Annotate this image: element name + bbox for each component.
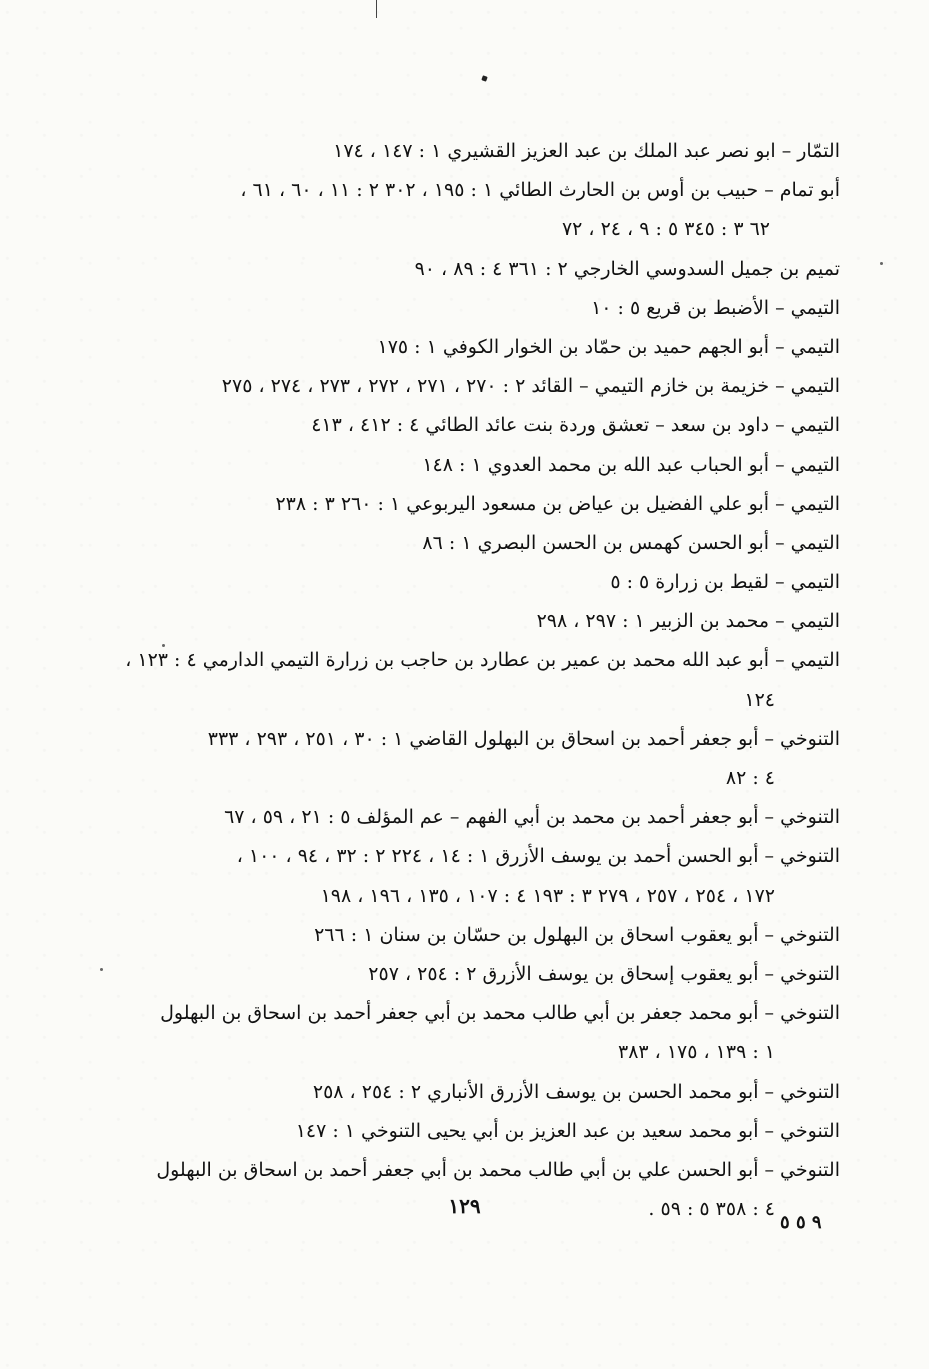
index-line-continuation: ٤ : ٣٥٨ ٥ : ٥٩ .: [648, 1198, 775, 1221]
index-line: التيمي – خزيمة بن خازم التيمي – القائد ٢ : ٢٧٠ ، ٢٧١ ، ٢٧٢ ، ٢٧٣ ، ٢٧٤ ، ٢٧٥: [221, 375, 840, 398]
index-line: التيمي – لقيط بن زرارة ٥ : ٥: [610, 571, 840, 594]
index-line: التنوخي – أبو جعفر أحمد بن محمد بن أبي الفهم – عم المؤلف ٥ : ٢١ ، ٥٩ ، ٦٧: [224, 806, 840, 829]
index-line: التنوخي – أبو يعقوب إسحاق بن يوسف الأزرق ٢ : ٢٥٤ ، ٢٥٧: [368, 962, 840, 985]
index-line: التنوخي – أبو الحسن أحمد بن يوسف الأزرق ١ : ١٤ ، ٢٢٤ ٢ : ٣٢ ، ٩٤ ، ١٠٠ ،: [236, 845, 840, 868]
index-line: التنوخي – أبو جعفر أحمد بن اسحاق بن البهلول القاضي ١ : ٣٠ ، ٢٥١ ، ٢٩٣ ، ٣٣٣: [207, 727, 840, 750]
page-number: ١٢٩: [448, 1194, 481, 1218]
index-line: أبو تمام – حبيب بن أوس بن الحارث الطائي ١ : ١٩٥ ، ٣٠٢ ٢ : ١١ ، ٦٠ ، ٦١ ،: [240, 179, 840, 202]
index-line-continuation: ١ : ١٣٩ ، ١٧٥ ، ٣٨٣: [617, 1041, 775, 1064]
index-line: التنوخي – أبو الحسن علي بن أبي طالب محمد بن أبي جعفر أحمد بن اسحاق بن البهلول: [156, 1158, 840, 1181]
index-line: تميم بن جميل السدوسي الخارجي ٢ : ٣٦١ ٤ : ٨٩ ، ٩٠: [414, 257, 840, 280]
top-rule: [376, 0, 377, 18]
index-line-continuation: ٤ : ٨٢: [725, 767, 775, 789]
index-line: التنوخي – أبو محمد الحسن بن يوسف الأزرق الأنباري ٢ : ٢٥٤ ، ٢٥٨: [312, 1080, 840, 1103]
index-line: التنوخي – أبو يعقوب اسحاق بن البهلول بن حسّان بن سنان ١ : ٢٦٦: [314, 923, 840, 946]
index-line: التيمي – أبو الجهم حميد بن حمّاد بن الخوار الكوفي ١ : ١٧٥: [377, 335, 840, 358]
index-line: التيمي – محمد بن الزبير ١ : ٢٩٧ ، ٢٩٨: [536, 610, 840, 633]
index-line: التنوخي – أبو محمد جعفر بن أبي طالب محمد بن أبي جعفر أحمد بن اسحاق بن البهلول: [160, 1002, 840, 1025]
index-line: التيمي – أبو علي الفضيل بن عياض بن مسعود اليربوعي ١ : ٢٦٠ ٣ : ٢٣٨: [275, 492, 840, 515]
index-line: التمّار – ابو نصر عبد الملك بن عبد العزيز القشيري ١ : ١٤٧ ، ١٧٤: [333, 140, 840, 162]
paper-speck: [880, 262, 883, 265]
index-line: التنوخي – أبو محمد سعيد بن عبد العزيز بن أبي يحيى التنوخي ١ : ١٤٧: [295, 1119, 840, 1142]
index-line: التيمي – أبو الحسن كهمس بن الحسن البصري ١ : ٨٦: [422, 531, 840, 554]
index-line: التيمي – أبو عبد الله محمد بن عمير بن عطارد بن حاجب بن زرارة التيمي الدارمي ٤ : ١٢٣ ،: [125, 649, 840, 672]
index-line-continuation: ١٧٢ ، ٢٥٤ ، ٢٥٧ ، ٢٧٩ ٣ : ١٩٣ ٤ : ١٠٧ ، ١٣٥ ، ١٩٦ ، ١٩٨: [320, 884, 775, 907]
index-line: التيمي – الأضبط بن قريع ٥ : ١٠: [591, 296, 840, 319]
index-line: التيمي – أبو الحباب عبد الله بن محمد العدوي ١ : ١٤٨: [422, 453, 840, 476]
paper-speck: [100, 968, 103, 971]
signature-mark: ٩ ٥ ٥: [780, 1212, 822, 1233]
index-line-continuation: ٦٢ ٣ : ٣٤٥ ٥ : ٩ ، ٢٤ ، ٧٢: [561, 218, 770, 241]
index-line: التيمي – داود بن سعد – تعشق وردة بنت عائد الطائي ٤ : ٤١٢ ، ٤١٣: [311, 414, 840, 437]
index-entries: [125, 132, 840, 1229]
paper-speck: [162, 644, 165, 647]
index-line-continuation: ١٢٤: [744, 688, 775, 711]
